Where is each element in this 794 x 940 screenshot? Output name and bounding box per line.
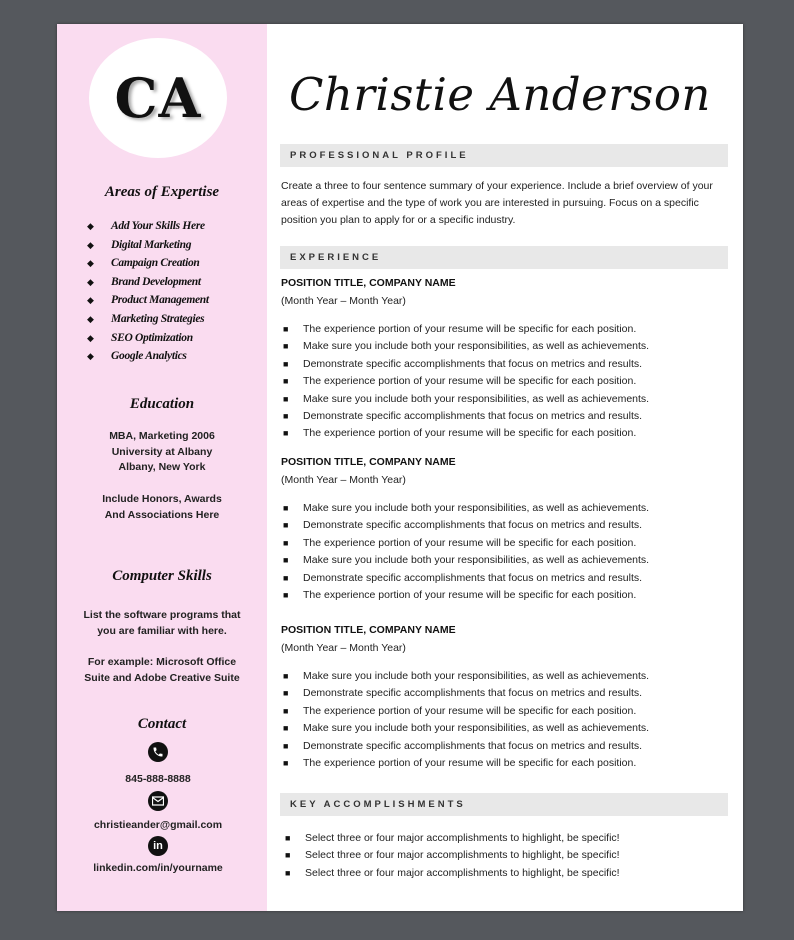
contact-phone: 845-888-8888 xyxy=(125,773,191,785)
job-dates: (Month Year – Month Year) xyxy=(281,295,406,307)
list-item: ◆ Marketing Strategies xyxy=(87,312,205,325)
list-item: ■ Make sure you include both your responsibilities, as well as achievements. xyxy=(283,554,650,567)
list-item: ■ The experience portion of your resume will be specific for each position. xyxy=(283,588,637,601)
expertise-heading: Areas of Expertise xyxy=(104,184,220,200)
envelope-icon xyxy=(148,791,168,811)
list-item: ■ Make sure you include both your responsibilities, as well as achievements. xyxy=(283,722,650,735)
computer-skills-text-2: you are familiar with here. xyxy=(97,624,227,637)
computer-skills-text-3: For example: Microsoft Office xyxy=(87,656,237,668)
job-entry xyxy=(281,453,731,604)
education-degree: MBA, Marketing 2006 xyxy=(109,430,215,442)
job-title: POSITION TITLE, COMPANY NAME xyxy=(281,277,456,289)
list-item: ■ The experience portion of your resume will be specific for each position. xyxy=(283,375,637,388)
list-item: ◆ Product Management xyxy=(87,294,209,307)
job-title: POSITION TITLE, COMPANY NAME xyxy=(281,456,456,468)
person-name: Christie Anderson xyxy=(289,68,711,121)
list-item: ■ The experience portion of your resume will be specific for each position. xyxy=(283,427,637,440)
list-item: ◆ Google Analytics xyxy=(87,350,187,363)
profile-summary: Create a three to four sentence summary of your experience. Include a brief overview of your areas of expertise and the type of work you are interested in pursuing. Focus on a specific position you plan to apply for or a specific industry. xyxy=(281,180,713,226)
list-item: ◆ Digital Marketing xyxy=(87,238,192,251)
computer-skills-text-4: Suite and Adobe Creative Suite xyxy=(84,671,240,684)
list-item: ■ Make sure you include both your responsibilities, as well as achievements. xyxy=(283,392,650,405)
job-entry xyxy=(281,621,731,772)
job-bullets xyxy=(281,321,731,443)
computer-skills-text-1: List the software programs that xyxy=(83,609,241,621)
computer-skills-heading: Computer Skills xyxy=(112,568,212,584)
education-school: University at Albany xyxy=(111,445,213,458)
list-item: ■ The experience portion of your resume will be specific for each position. xyxy=(283,536,637,549)
contact-heading: Contact xyxy=(137,716,187,732)
list-item: ■ Make sure you include both your responsibilities, as well as achievements. xyxy=(283,670,650,682)
list-item: ■ Demonstrate specific accomplishments that focus on metrics and results. xyxy=(283,571,643,584)
list-item: ■ Make sure you include both your responsibilities, as well as achievements. xyxy=(283,340,650,353)
education-location: Albany, New York xyxy=(118,461,206,473)
list-item: ■ Select three or four major accomplishments to highlight, be specific! xyxy=(285,832,620,844)
list-item: ■ The experience portion of your resume will be specific for each position. xyxy=(283,704,637,717)
list-item: ■ Select three or four major accomplishments to highlight, be specific! xyxy=(285,849,620,862)
list-item: ◆ Brand Development xyxy=(87,275,201,288)
education-heading: Education xyxy=(129,396,195,412)
list-item: ■ Make sure you include both your responsibilities, as well as achievements. xyxy=(283,502,650,514)
contact-email[interactable]: christieander@gmail.com xyxy=(93,819,223,831)
job-dates: (Month Year – Month Year) xyxy=(281,474,406,486)
linkedin-icon: in xyxy=(148,836,168,856)
list-item: ■ The experience portion of your resume will be specific for each position. xyxy=(283,323,637,335)
list-item: ■ Demonstrate specific accomplishments that focus on metrics and results. xyxy=(283,519,643,532)
resume-page xyxy=(57,24,743,911)
education-honors-1: Include Honors, Awards xyxy=(102,493,222,505)
list-item: ■ Demonstrate specific accomplishments that focus on metrics and results. xyxy=(283,687,643,700)
expertise-list xyxy=(87,217,209,366)
education-honors-2: And Associations Here xyxy=(104,508,220,521)
sidebar xyxy=(57,24,267,911)
job-bullets xyxy=(281,500,731,604)
job-bullets xyxy=(281,668,731,772)
accomplishment-bullets xyxy=(283,830,620,882)
section-bar-profile: PROFESSIONAL PROFILE xyxy=(280,144,728,167)
list-item: ◆ SEO Optimization xyxy=(87,331,193,344)
list-item: ■ Select three or four major accomplishments to highlight, be specific! xyxy=(285,866,620,879)
list-item: ■ Demonstrate specific accomplishments that focus on metrics and results. xyxy=(283,357,643,370)
section-bar-experience: EXPERIENCE xyxy=(280,246,728,269)
phone-icon xyxy=(148,742,168,762)
list-item: ◆ Add Your Skills Here xyxy=(87,220,205,232)
monogram: CA xyxy=(89,38,227,158)
job-title: POSITION TITLE, COMPANY NAME xyxy=(281,624,456,636)
contact-linkedin[interactable]: linkedin.com/in/yourname xyxy=(93,862,223,874)
section-bar-accomplishments: KEY ACCOMPLISHMENTS xyxy=(280,793,728,816)
list-item: ◆ Campaign Creation xyxy=(87,257,200,270)
job-dates: (Month Year – Month Year) xyxy=(281,642,406,654)
list-item: ■ Demonstrate specific accomplishments that focus on metrics and results. xyxy=(283,739,643,752)
list-item: ■ Demonstrate specific accomplishments that focus on metrics and results. xyxy=(283,409,643,422)
job-entry xyxy=(281,274,731,443)
list-item: ■ The experience portion of your resume will be specific for each position. xyxy=(283,756,637,769)
